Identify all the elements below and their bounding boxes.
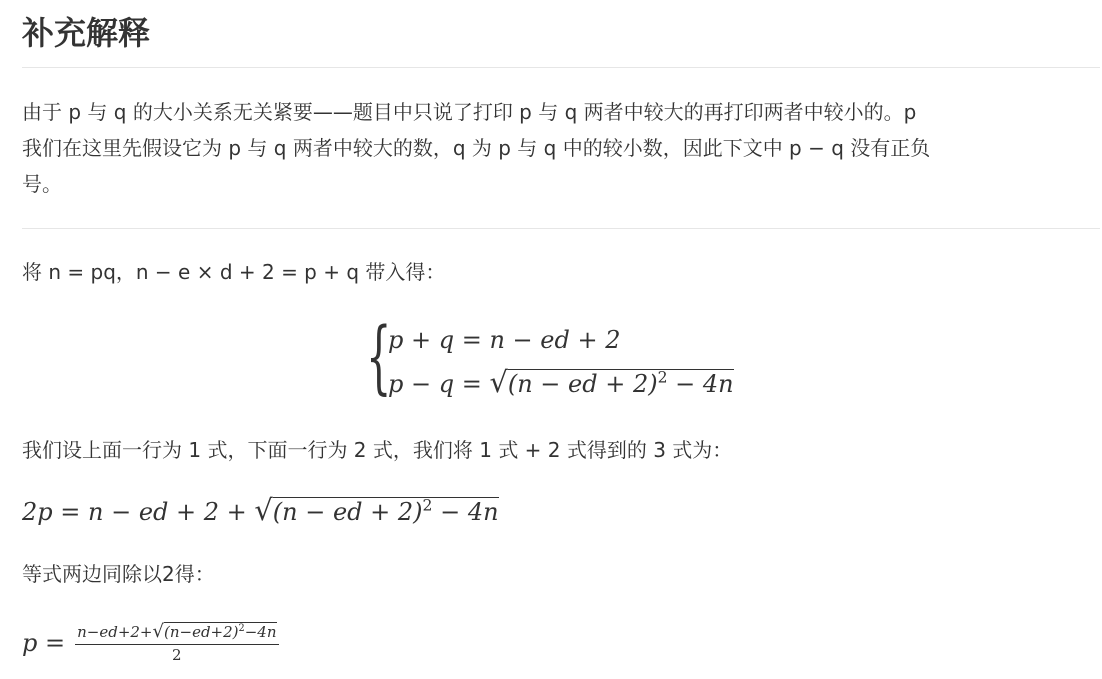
- radicand: [273, 497, 499, 525]
- paragraph-line: 等式两边同除以2得：: [22, 562, 215, 586]
- equation-row-2: [388, 362, 734, 404]
- radicand-tail: −4n: [244, 623, 277, 641]
- section-divider: [22, 228, 1100, 229]
- fraction-numerator: [75, 621, 278, 645]
- equation-lhs: p − q =: [388, 370, 490, 398]
- radical-sign: √: [254, 493, 273, 527]
- paragraph-line: 我们设上面一行为 1 式，下面一行为 2 式，我们将 1 式 + 2 式得到的 3 式为：: [22, 438, 733, 462]
- paragraph-explanation: [22, 94, 1097, 202]
- paragraph-line: 号。: [22, 172, 62, 196]
- radicand: [164, 622, 277, 641]
- radicand: [508, 369, 734, 397]
- equation-row-1: p + q = n − ed + 2: [388, 326, 621, 354]
- radicand-tail: − 4n: [432, 498, 499, 526]
- radicand-tail: − 4n: [667, 370, 734, 398]
- fraction: [75, 621, 278, 665]
- radicand-base: (n − ed + 2): [507, 370, 658, 398]
- radicand-base: (n−ed+2): [163, 623, 239, 641]
- paragraph-line: 将 n = pq，n − e × d + 2 = p + q 带入得：: [22, 260, 446, 284]
- radical-sign: √: [489, 365, 508, 399]
- numerator-left: n−ed+2+: [77, 623, 153, 641]
- equation-3: [22, 490, 499, 532]
- paragraph-divide: [22, 556, 1097, 592]
- left-brace: {: [366, 310, 392, 403]
- equation-lhs: 2p = n − ed + 2 +: [22, 498, 255, 526]
- heading-divider: [22, 67, 1100, 68]
- equation-4: [22, 608, 279, 678]
- exponent: 2: [657, 368, 668, 387]
- exponent: 2: [238, 623, 245, 635]
- exponent: 2: [422, 496, 433, 515]
- paragraph-line: 我们在这里先假设它为 p 与 q 两者中较大的数，q 为 p 与 q 中的较小数，因此下文中 p − q 没有正负: [22, 136, 931, 160]
- paragraph-line: 由于 p 与 q 的大小关系无关紧要——题目中只说了打印 p 与 q 两者中较大的再打印两者中较小的。p: [22, 100, 917, 124]
- equation-lhs: p =: [22, 629, 66, 657]
- paragraph-combine: [22, 432, 1097, 468]
- square-root: [254, 490, 498, 532]
- radicand-base: (n − ed + 2): [272, 498, 423, 526]
- paragraph-substitution: [22, 254, 1097, 290]
- section-heading: 补充解释: [22, 14, 151, 52]
- square-root: [153, 621, 277, 643]
- fraction-denominator: 2: [172, 646, 182, 664]
- square-root: [489, 362, 733, 404]
- radical-sign: √: [152, 621, 164, 642]
